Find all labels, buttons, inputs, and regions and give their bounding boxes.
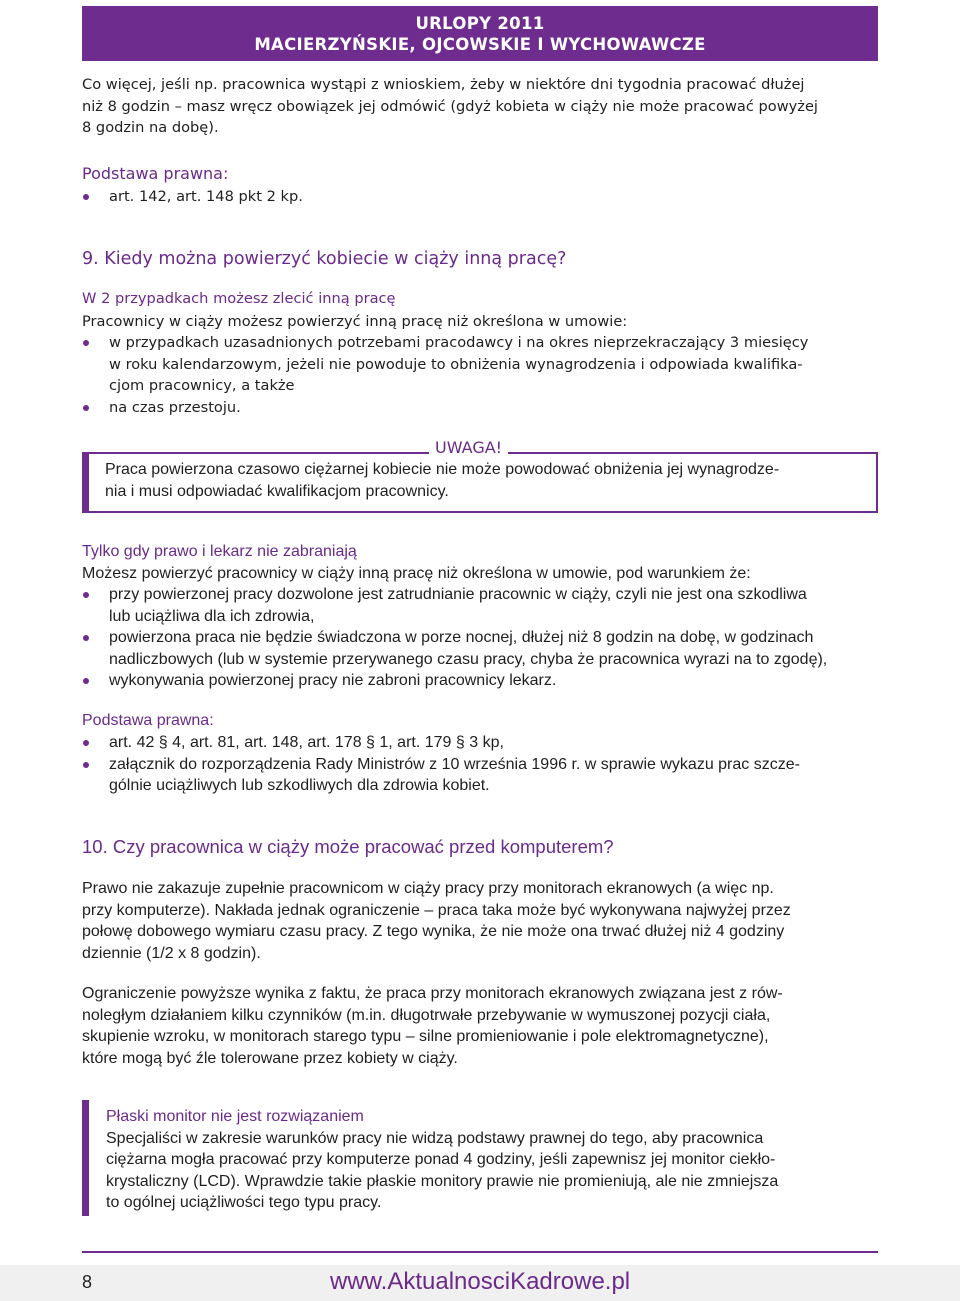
paragraph-line: noległym działaniem kilku czynników (m.in. długotrwałe przebywanie w wymuszonej pozycji ciała, <box>82 1006 771 1024</box>
law-basis-list <box>82 732 879 797</box>
warning-line: Praca powierzona czasowo ciężarnej kobiecie nie może powodować obniżenia jej wynagrodze- <box>105 461 780 478</box>
paragraph-line: Prawo nie zakazuje zupełnie pracownicom w ciąży pracy przy monitorach ekranowych (a więc np. <box>82 880 774 897</box>
paragraph-line: przy komputerze). Nakłada jednak ograniczenie – praca taka może być wykonywana najwyżej przez <box>82 901 791 919</box>
legal-basis-label: Podstawa prawna: <box>82 164 229 183</box>
q9-list <box>82 332 879 418</box>
list-item: wykonywania powierzonej pracy nie zabroni pracownicy lekarz. <box>82 670 879 692</box>
q10-paragraph-2 <box>82 983 879 1069</box>
list-item <box>82 754 879 797</box>
info-line: to ogólnej uciążliwości tego typu pracy. <box>106 1194 382 1211</box>
list-line: powierzona praca nie będzie świadczona w porze nocnej, dłużej niż 8 godzin na dobę, w godzinach <box>109 629 814 646</box>
warning-text <box>105 459 861 502</box>
page-header <box>82 6 878 61</box>
info-line: krystaliczny (LCD). Wprawdzie takie płaskie monitory prawie nie promieniują, ale nie zmniejsza <box>106 1172 779 1190</box>
intro-line: Co więcej, jeśli np. pracownica wystąpi z wnioskiem, żeby w niektóre dni tygodnia pracować dłużej <box>82 76 805 93</box>
q9-subtitle: W 2 przypadkach możesz zlecić inną pracę <box>82 290 396 307</box>
list-line: cjom pracownicy, a także <box>109 377 295 394</box>
info-box-content <box>106 1106 858 1214</box>
list-line: w roku kalendarzowym, jeżeli nie powoduje to obniżenia wynagrodzenia i odpowiada kwalifika- <box>109 355 803 373</box>
info-line: Specjaliści w zakresie warunków pracy nie widzą podstawy prawnej do tego, aby pracownica <box>106 1129 764 1147</box>
question-9-title: 9. Kiedy można powierzyć kobiecie w ciąży inną pracę? <box>82 249 567 269</box>
intro-line: niż 8 godzin – masz wręcz obowiązek jej odmówić (gdyż kobieta w ciąży nie może pracować powyżej <box>82 97 818 115</box>
paragraph-line: skupienie wzroku, w monitorach starego typu – silne promieniowanie i pole elektromagnetyczne), <box>82 1028 769 1045</box>
paragraph-line: dziennie (1/2 x 8 godzin). <box>82 944 261 962</box>
footer-website-link[interactable]: www.AktualnosciKadrowe.pl <box>330 1268 631 1295</box>
list-item <box>82 627 879 670</box>
law-subtitle: Tylko gdy prawo i lekarz nie zabraniają <box>82 543 357 560</box>
list-item: art. 142, art. 148 pkt 2 kp. <box>82 186 879 208</box>
header-title: URLOPY 2011 <box>415 14 545 33</box>
law-basis-label: Podstawa prawna: <box>82 712 214 729</box>
list-line: nadliczbowych (lub w systemie przerywanego czasu pracy, chyba że pracownica wyrazi na to zgodę), <box>109 650 828 668</box>
intro-line: 8 godzin na dobę). <box>82 119 219 136</box>
paragraph-line: które mogą być źle tolerowane przez kobiety w ciąży. <box>82 1049 458 1067</box>
info-box-title: Płaski monitor nie jest rozwiązaniem <box>106 1108 364 1125</box>
list-item: na czas przestoju. <box>82 397 879 419</box>
list-line: załącznik do rozporządzenia Rady Ministrów z 10 września 1996 r. w sprawie wykazu prac szcze- <box>109 755 800 773</box>
law-list <box>82 584 879 692</box>
legal-basis-list <box>82 186 879 208</box>
intro-paragraph <box>82 74 879 139</box>
list-item: art. 42 § 4, art. 81, art. 148, art. 178 § 1, art. 179 § 3 kp, <box>82 732 879 754</box>
list-line: gólnie uciążliwych lub szkodliwych dla zdrowia kobiet. <box>109 777 490 794</box>
warning-title: UWAGA! <box>429 437 508 459</box>
law-intro: Możesz powierzyć pracownicy w ciąży inną pracę niż określona w umowie, pod warunkiem że: <box>82 565 751 582</box>
header-subtitle: MACIERZYŃSKIE, OJCOWSKIE I WYCHOWAWCZE <box>254 35 706 54</box>
page-number: 8 <box>82 1272 93 1292</box>
list-line: przy powierzonej pracy dozwolone jest zatrudnianie pracownic w ciąży, czyli nie jest ona szkodliwa <box>109 586 807 603</box>
list-item <box>82 332 879 397</box>
list-line: w przypadkach uzasadnionych potrzebami pracodawcy i na okres nieprzekraczający 3 miesięcy <box>109 334 809 351</box>
q10-paragraph-1 <box>82 878 879 964</box>
footer-divider <box>82 1251 878 1253</box>
paragraph-line: połowę dobowego wymiaru czasu pracy. Z tego wynika, że nie może ona trwać dłużej niż 4 godziny <box>82 923 785 940</box>
question-10-title: 10. Czy pracownica w ciąży może pracować przed komputerem? <box>82 836 614 857</box>
info-line: ciężarna mogła pracować przy komputerze ponad 4 godziny, jeśli zapewnisz jej monitor ciekło- <box>106 1151 776 1168</box>
list-line: lub uciążliwa dla ich zdrowia, <box>109 607 315 625</box>
q9-intro: Pracownicy w ciąży możesz powierzyć inną pracę niż określona w umowie: <box>82 313 628 330</box>
list-item <box>82 584 879 627</box>
warning-line: nia i musi odpowiadać kwalifikacjom pracownicy. <box>105 482 449 500</box>
paragraph-line: Ograniczenie powyższe wynika z faktu, że praca przy monitorach ekranowych związana jest z rów- <box>82 985 783 1002</box>
